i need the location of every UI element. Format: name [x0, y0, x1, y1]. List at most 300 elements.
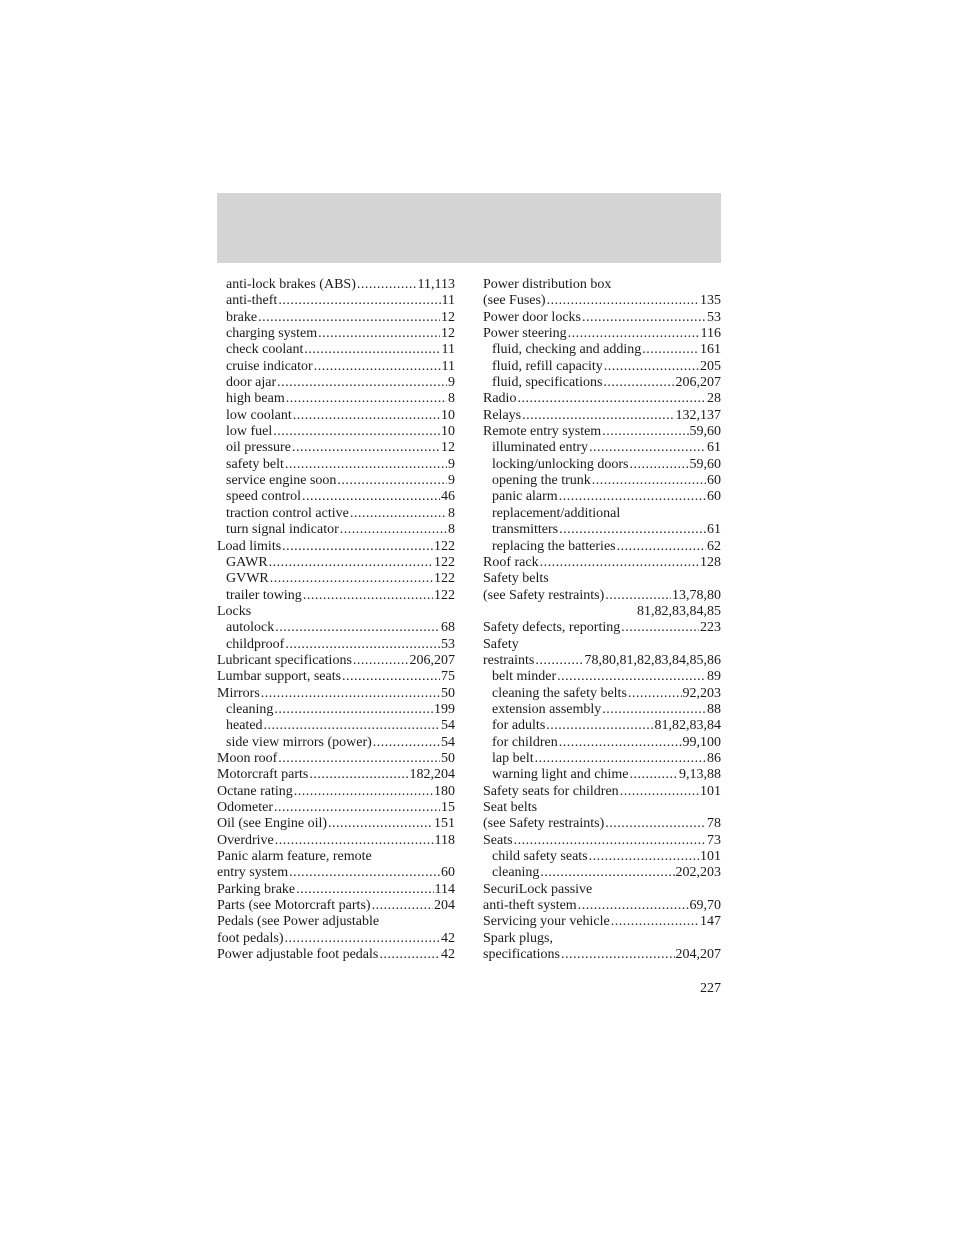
- index-entry-pages: 50: [441, 750, 455, 766]
- index-entry-pages: 11: [441, 342, 455, 358]
- index-entry: [483, 767, 721, 783]
- index-entry-term: warning light and chime: [492, 767, 629, 783]
- index-entry-term: Parking brake: [217, 881, 296, 897]
- index-entry: [483, 342, 721, 358]
- index-entry: [217, 784, 455, 800]
- index-entry: [217, 637, 455, 653]
- index-entry: [483, 424, 721, 440]
- index-entry: [217, 571, 455, 587]
- index-entry: [483, 588, 721, 604]
- index-entry-term: Locks: [217, 603, 252, 619]
- index-entry: [483, 882, 721, 898]
- index-entry: [483, 735, 721, 751]
- index-entry-pages: 62: [707, 538, 721, 554]
- index-entry-pages: 114: [434, 881, 455, 897]
- dot-leader: [546, 718, 653, 734]
- index-entry: [217, 293, 455, 309]
- index-entry-term: Seats: [483, 832, 513, 848]
- index-entry-term: Lumbar support, seats: [217, 669, 342, 685]
- index-entry-term: turn signal indicator: [226, 522, 339, 538]
- dot-leader: [303, 588, 433, 604]
- index-entry: [483, 489, 721, 505]
- header-band: [217, 193, 721, 263]
- index-entry-term: low coolant: [226, 407, 292, 423]
- dot-leader: [617, 539, 706, 555]
- index-entry-term: (see Safety restraints): [483, 816, 605, 832]
- index-entry: [217, 898, 455, 914]
- index-entry-pages: 9: [448, 375, 455, 391]
- index-entry-pages: 50: [441, 685, 455, 701]
- index-entry-term: SecuriLock passive: [483, 881, 593, 897]
- dot-leader: [296, 882, 433, 898]
- index-entry-term: illuminated entry: [492, 440, 589, 456]
- index-entry: [217, 342, 455, 358]
- index-entry: [217, 620, 455, 636]
- index-entry: [217, 277, 455, 293]
- index-entry-term: GAWR: [226, 554, 268, 570]
- dot-leader: [337, 473, 447, 489]
- dot-leader: [285, 637, 440, 653]
- index-entry: [483, 293, 721, 309]
- index-entry-pages: 223: [700, 620, 721, 636]
- dot-leader: [264, 718, 440, 734]
- dot-leader: [540, 555, 699, 571]
- index-entry-pages: 147: [700, 914, 721, 930]
- index-entry-term: Power door locks: [483, 309, 581, 325]
- dot-leader: [350, 506, 447, 522]
- index-entry-term: Safety defects, reporting: [483, 620, 621, 636]
- index-entry-pages: 12: [441, 326, 455, 342]
- index-entry-term: Odometer: [217, 800, 273, 815]
- index-entry-term: anti-theft: [226, 293, 278, 309]
- dot-leader: [269, 555, 433, 571]
- index-entry: [483, 718, 721, 734]
- dot-leader: [547, 293, 699, 309]
- index-entry-pages: 12: [441, 309, 455, 325]
- index-entry: [483, 914, 721, 930]
- index-entry-pages: 53: [707, 309, 721, 325]
- dot-leader: [275, 620, 440, 636]
- index-entry: [217, 947, 455, 963]
- dot-leader: [642, 342, 699, 358]
- index-entry-pages: 101: [700, 849, 721, 865]
- index-entry: [217, 604, 455, 620]
- index-entry: [217, 522, 455, 538]
- index-entry: [217, 539, 455, 555]
- index-entry: [483, 653, 721, 669]
- index-entry-term: Load limits: [217, 538, 282, 554]
- index-entry-term: high beam: [226, 391, 285, 407]
- index-entry: [217, 767, 455, 783]
- index-entry-term: Panic alarm feature, remote: [217, 849, 372, 865]
- index-entry-term: fluid, specifications: [492, 375, 603, 391]
- dot-leader: [357, 277, 417, 293]
- index-entry: [483, 506, 721, 522]
- index-entry: [483, 849, 721, 865]
- dot-leader: [340, 522, 447, 538]
- index-entry-pages: 86: [707, 750, 721, 766]
- dot-leader: [605, 588, 671, 604]
- index-entry-pages: 61: [707, 440, 721, 456]
- dot-leader: [289, 865, 440, 881]
- index-entry: [483, 359, 721, 375]
- index-entry: [483, 800, 721, 816]
- index-entry-term: anti-theft system: [483, 898, 577, 914]
- index-entry-pages: 69,70: [689, 898, 721, 914]
- dot-leader: [318, 326, 440, 342]
- dot-leader: [559, 489, 706, 505]
- index-entry: [483, 898, 721, 914]
- index-entry: [483, 833, 721, 849]
- index-entry-pages: 204,207: [675, 947, 721, 963]
- index-entry: [483, 816, 721, 832]
- index-entry-pages: 9: [448, 473, 455, 489]
- index-entry: [217, 489, 455, 505]
- index-entry: [483, 326, 721, 342]
- index-entry: [217, 735, 455, 751]
- index-entry-pages: 11,113: [417, 277, 455, 292]
- dot-leader: [379, 947, 440, 963]
- index-entry: [483, 931, 721, 947]
- page-number: 227: [700, 981, 721, 996]
- index-entry-pages: 132,137: [675, 407, 721, 423]
- index-entry: [483, 539, 721, 555]
- index-entry-term: traction control active: [226, 505, 349, 521]
- index-entry-pages: 205: [700, 358, 721, 374]
- index-entry-pages: 8: [448, 522, 455, 538]
- index-entry-term: specifications: [483, 947, 560, 963]
- index-entry: [217, 931, 455, 947]
- index-entry-pages: 116: [700, 326, 721, 342]
- index-entry-pages: 73: [707, 832, 721, 848]
- index-entry-pages: 60: [441, 865, 455, 881]
- index-entry-pages: 46: [441, 489, 455, 505]
- index-entry-pages: 206,207: [409, 652, 455, 668]
- index-entry: [483, 457, 721, 473]
- dot-leader: [292, 440, 440, 456]
- dot-leader: [611, 914, 699, 930]
- index-entry: [483, 408, 721, 424]
- index-entry-pages: 68: [441, 620, 455, 636]
- index-entry: [483, 784, 721, 800]
- dot-leader: [302, 489, 440, 505]
- dot-leader: [559, 735, 682, 751]
- dot-leader: [628, 686, 682, 702]
- index-entry: [483, 669, 721, 685]
- index-entry-pages: 161: [700, 342, 721, 358]
- index-entry-pages: 81,82,83,84,85: [637, 603, 721, 619]
- index-entry-pages: 122: [434, 538, 455, 554]
- index-entry-term: locking/unlocking doors: [492, 456, 629, 472]
- index-entry-term: Roof rack: [483, 554, 539, 570]
- dot-leader: [568, 326, 700, 342]
- index-entry-term: Oil (see Engine oil): [217, 816, 328, 832]
- index-entry: [483, 277, 721, 293]
- index-entry: [483, 391, 721, 407]
- index-entry-pages: 88: [707, 701, 721, 717]
- index-entry-pages: 11: [441, 293, 455, 309]
- index-entry-pages: 99,100: [682, 734, 721, 750]
- index-entry-pages: 8: [448, 505, 455, 521]
- index-entry-term: Servicing your vehicle: [483, 914, 610, 930]
- index-entry-term: Power adjustable foot pedals: [217, 947, 379, 963]
- index-entry: [217, 391, 455, 407]
- dot-leader: [285, 457, 447, 473]
- index-entry-term: (see Safety restraints): [483, 587, 605, 603]
- index-entry-term: Safety belts: [483, 571, 549, 587]
- index-entry-term: low fuel: [226, 424, 273, 440]
- index-entry: [217, 669, 455, 685]
- dot-leader: [561, 947, 675, 963]
- index-entry-pages: 54: [441, 718, 455, 734]
- dot-leader: [602, 424, 688, 440]
- index-entry: [217, 702, 455, 718]
- dot-leader: [620, 784, 699, 800]
- dot-leader: [535, 653, 583, 669]
- index-entry-pages: 89: [707, 669, 721, 685]
- index-entry-term: replacement/additional: [492, 505, 621, 521]
- index-entry: [483, 620, 721, 636]
- dot-leader: [258, 310, 440, 326]
- index-entry-term: Moon roof: [217, 750, 278, 766]
- index-entry-pages: 202,203: [675, 865, 721, 881]
- index-entry-term: foot pedals): [217, 930, 284, 946]
- index-entry-pages: 206,207: [675, 375, 721, 391]
- index-entry-term: charging system: [226, 326, 318, 342]
- index-entry: [217, 359, 455, 375]
- index-entry: [217, 457, 455, 473]
- index-entry-term: belt minder: [492, 669, 557, 685]
- index-entry-term: Spark plugs,: [483, 930, 553, 946]
- dot-leader: [589, 849, 699, 865]
- dot-leader: [578, 898, 689, 914]
- index-entry: [483, 571, 721, 587]
- index-entry-pages: 122: [434, 554, 455, 570]
- index-entry-term: oil pressure: [226, 440, 291, 456]
- dot-leader: [604, 359, 699, 375]
- dot-leader: [540, 865, 674, 881]
- index-entry-term: Parts (see Motorcraft parts): [217, 898, 371, 914]
- index-entry-term: anti-lock brakes (ABS): [226, 277, 356, 292]
- index-entry-pages: 122: [434, 587, 455, 603]
- index-entry: [483, 555, 721, 571]
- index-column-right: [483, 277, 721, 963]
- index-entry-pages: 81,82,83,84: [654, 718, 721, 734]
- index-entry-term: lap belt: [492, 750, 534, 766]
- index-entry-term: cruise indicator: [226, 358, 313, 374]
- dot-leader: [373, 735, 440, 751]
- index-entry-term: speed control: [226, 489, 302, 505]
- index-entry: [483, 473, 721, 489]
- index-entry: [483, 310, 721, 326]
- index-entry-pages: 59,60: [689, 424, 721, 440]
- dot-leader: [270, 571, 433, 587]
- index-entry-term: cleaning: [492, 865, 540, 881]
- index-entry-pages: 92,203: [682, 685, 721, 701]
- index-entry: [483, 702, 721, 718]
- index-entry-pages: 9,13,88: [679, 767, 721, 783]
- dot-leader: [314, 359, 441, 375]
- index-entry: [217, 914, 455, 930]
- index-entry-term: Safety: [483, 636, 519, 652]
- index-entry-term: fluid, refill capacity: [492, 358, 603, 374]
- index-entry: [217, 849, 455, 865]
- dot-leader: [589, 440, 706, 456]
- index-entry: [217, 865, 455, 881]
- dot-leader: [328, 816, 433, 832]
- index-entry-pages: 60: [707, 473, 721, 489]
- index-entry: [483, 751, 721, 767]
- index-entry-term: Octane rating: [217, 783, 293, 799]
- index-entry-pages: 135: [700, 293, 721, 309]
- dot-leader: [278, 751, 440, 767]
- dot-leader: [274, 702, 433, 718]
- index-entry-pages: 118: [434, 832, 455, 848]
- index-entry-term: cleaning: [226, 701, 274, 717]
- index-entry: [217, 882, 455, 898]
- dot-leader: [535, 751, 706, 767]
- index-entry-pages: 101: [700, 783, 721, 799]
- index-entry-term: heated: [226, 718, 263, 734]
- index-entry: [483, 637, 721, 653]
- index-entry: [483, 947, 721, 963]
- index-entry-term: safety belt: [226, 456, 284, 472]
- index-entry-term: Remote entry system: [483, 424, 602, 440]
- index-entry-term: service engine soon: [226, 473, 337, 489]
- index-entry-term: GVWR: [226, 571, 269, 587]
- dot-leader: [277, 375, 447, 391]
- index-entry-pages: 8: [448, 391, 455, 407]
- index-entry-term: Lubricant specifications: [217, 652, 352, 668]
- index-entry: [217, 833, 455, 849]
- index-entry-term: restraints: [483, 652, 535, 668]
- dot-leader: [304, 342, 440, 358]
- index-entry-term: Mirrors: [217, 685, 260, 701]
- index-entry: [217, 718, 455, 734]
- dot-leader: [557, 669, 706, 685]
- index-entry-term: cleaning the safety belts: [492, 685, 627, 701]
- dot-leader: [275, 833, 434, 849]
- index-entry-pages: 78: [707, 816, 721, 832]
- index-entry-term: door ajar: [226, 375, 277, 391]
- index-entry-pages: 151: [434, 816, 455, 832]
- index-entry: [217, 653, 455, 669]
- index-entry-pages: 15: [441, 800, 455, 815]
- index-entry-pages: 204: [434, 898, 455, 914]
- index-entry-pages: 59,60: [689, 456, 721, 472]
- dot-leader: [522, 408, 674, 424]
- index-entry: [483, 375, 721, 391]
- dot-leader: [514, 833, 706, 849]
- index-entry-pages: 28: [707, 391, 721, 407]
- index-entry-term: (see Fuses): [483, 293, 546, 309]
- index-entry-term: fluid, checking and adding: [492, 342, 642, 358]
- dot-leader: [278, 293, 440, 309]
- dot-leader: [621, 620, 699, 636]
- index-entry: [217, 506, 455, 522]
- index-entry-term: trailer towing: [226, 587, 302, 603]
- index-entry: [217, 816, 455, 832]
- dot-leader: [286, 391, 447, 407]
- index-entry-term: brake: [226, 309, 258, 325]
- index-entry-pages: 75: [441, 669, 455, 685]
- index-entry-pages: 42: [441, 930, 455, 946]
- index-entry-pages: 53: [441, 636, 455, 652]
- dot-leader: [602, 702, 706, 718]
- index-entry-term: panic alarm: [492, 489, 558, 505]
- index-entry-term: Power distribution box: [483, 277, 612, 292]
- dot-leader: [284, 931, 440, 947]
- index-entry-term: Safety seats for children: [483, 783, 619, 799]
- index-entry: [217, 800, 455, 816]
- dot-leader: [261, 686, 440, 702]
- dot-leader: [629, 767, 678, 783]
- index-entry-term: opening the trunk: [492, 473, 591, 489]
- index-entry-term: for adults: [492, 718, 546, 734]
- index-entry-term: transmitters: [492, 522, 559, 538]
- index-entry-pages: 182,204: [409, 767, 455, 783]
- dot-leader: [605, 816, 706, 832]
- dot-leader: [294, 784, 433, 800]
- index-entry: [217, 326, 455, 342]
- index-entry: [217, 424, 455, 440]
- index-entry-term: Overdrive: [217, 832, 274, 848]
- dot-leader: [372, 898, 433, 914]
- index-entry-term: entry system: [217, 865, 289, 881]
- dot-leader: [559, 522, 706, 538]
- index-entry-term: Power steering: [483, 326, 567, 342]
- index-entry: [217, 408, 455, 424]
- index-entry-term: check coolant: [226, 342, 304, 358]
- index-entry: [483, 686, 721, 702]
- index-entry-term: Motorcraft parts: [217, 767, 309, 783]
- index-entry-term: Radio: [483, 391, 517, 407]
- index-entry: [483, 604, 721, 620]
- index-column-left: [217, 277, 455, 963]
- index-entry: [217, 440, 455, 456]
- dot-leader: [293, 408, 440, 424]
- index-entry-term: child safety seats: [492, 849, 588, 865]
- index-entry-pages: 60: [707, 489, 721, 505]
- index-entry-pages: 61: [707, 522, 721, 538]
- index-entry: [217, 588, 455, 604]
- index-entry: [217, 555, 455, 571]
- index-entry-pages: 180: [434, 783, 455, 799]
- dot-leader: [282, 539, 433, 555]
- dot-leader: [309, 767, 408, 783]
- dot-leader: [342, 669, 440, 685]
- index-entry-pages: 54: [441, 734, 455, 750]
- index-entry: [217, 310, 455, 326]
- dot-leader: [353, 653, 409, 669]
- index-entry-term: childproof: [226, 636, 285, 652]
- dot-leader: [274, 800, 440, 816]
- index-entry-pages: 9: [448, 456, 455, 472]
- index-entry: [217, 686, 455, 702]
- index-entry-term: Pedals (see Power adjustable: [217, 914, 380, 930]
- dot-leader: [630, 457, 689, 473]
- dot-leader: [273, 424, 440, 440]
- index-entry-pages: 122: [434, 571, 455, 587]
- index-entry: [483, 522, 721, 538]
- dot-leader: [592, 473, 706, 489]
- index-entry-pages: 42: [441, 947, 455, 963]
- dot-leader: [582, 310, 706, 326]
- index-entry-pages: 78,80,81,82,83,84,85,86: [584, 652, 721, 668]
- index-entry-term: Relays: [483, 407, 522, 423]
- index-entry-pages: 128: [700, 554, 721, 570]
- index-entry-term: for children: [492, 734, 558, 750]
